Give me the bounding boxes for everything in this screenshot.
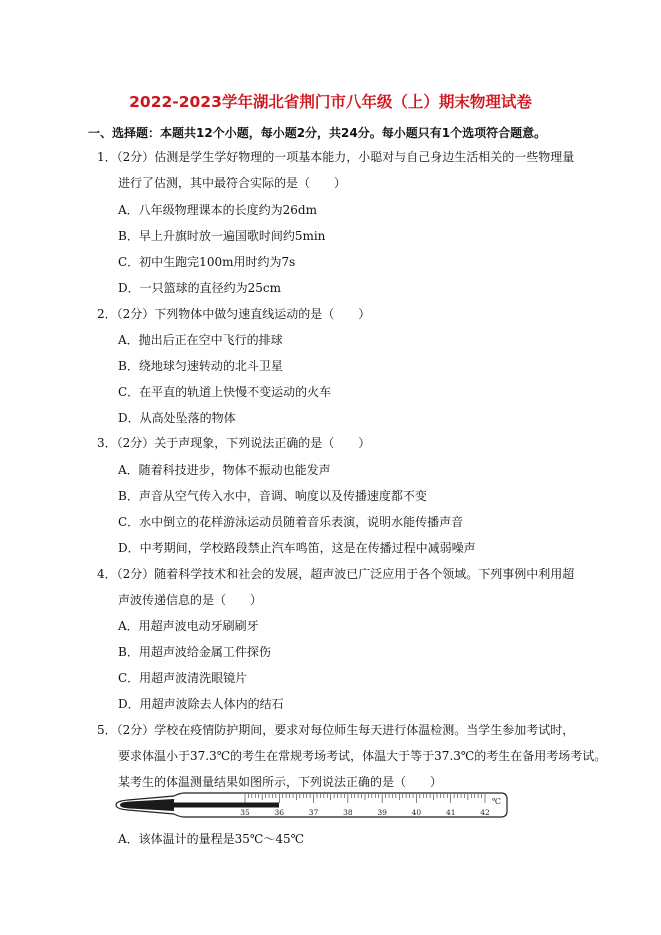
q3-option-c: C．水中倒立的花样游泳运动员随着音乐表演，说明水能传播声音 (118, 515, 464, 529)
q5-stem-line1: 5．（2分）学校在疫情防护期间，要求对每位师生每天进行体温检测。当学生参加考试时， (97, 723, 575, 737)
scale-label: 38 (343, 808, 353, 817)
q2-option-a: A．抛出后正在空中飞行的排球 (118, 333, 283, 347)
q4-option-d: D．用超声波除去人体内的结石 (118, 697, 284, 711)
q3-option-a: A．随着科技进步，物体不振动也能发声 (118, 463, 331, 477)
q1-option-b: B．早上升旗时放一遍国歌时间约5min (118, 229, 326, 243)
q1-option-c: C．初中生跑完100m用时约为7s (118, 255, 296, 269)
scale-label: 37 (308, 808, 319, 817)
q3-option-b: B．声音从空气传入水中，音调、响度以及传播速度都不变 (118, 489, 427, 503)
q3-option-d: D．中考期间，学校路段禁止汽车鸣笛，这是在传播过程中减弱噪声 (118, 541, 476, 555)
q1-stem-line1: 1．（2分）估测是学生学好物理的一项基本能力，小聪对与自己身边生活相关的一些物理量 (97, 150, 575, 164)
q4-option-a: A．用超声波电动牙刷刷牙 (118, 619, 259, 633)
q4-stem-line2: 声波传递信息的是（ ） (118, 593, 263, 607)
section-heading: 一、选择题：本题共12个小题，每小题2分，共24分。每小题只有1个选项符合题意。 (88, 126, 547, 140)
q2-option-c: C．在平直的轨道上快慢不变运动的火车 (118, 385, 332, 399)
q5-stem-line3: 某考生的体温测量结果如图所示，下列说法正确的是（ ） (118, 775, 443, 789)
thermometer-unit: ℃ (492, 797, 501, 806)
exam-title: 2022-2023学年湖北省荆门市八年级（上）期末物理试卷 (129, 93, 532, 111)
q2-option-b: B．绕地球匀速转动的北斗卫星 (118, 359, 283, 373)
q1-option-d: D．一只篮球的直径约为25cm (118, 281, 281, 295)
q5-option-a: A．该体温计的量程是35℃～45℃ (118, 832, 305, 846)
scale-label: 36 (274, 808, 285, 817)
q5-stem-line2: 要求体温小于37.3℃的考生在常规考场考试，体温大于等于37.3℃的考生在备用考场考试。 (118, 749, 607, 763)
scale-label: 41 (445, 808, 456, 817)
thermometer-figure (114, 790, 510, 820)
scale-label: 35 (240, 808, 250, 817)
q4-option-c: C．用超声波清洗眼镜片 (118, 671, 248, 685)
thermometer-liquid-column (174, 803, 279, 808)
q3-stem: 3．（2分）关于声现象，下列说法正确的是（ ） (97, 436, 371, 450)
q2-stem: 2．（2分）下列物体中做匀速直线运动的是（ ） (97, 307, 371, 321)
q4-stem-line1: 4．（2分）随着科学技术和社会的发展，超声波已广泛应用于各个领域。下列事例中利用超 (97, 567, 575, 581)
q4-option-b: B．用超声波给金属工件探伤 (118, 645, 271, 659)
scale-label: 40 (411, 808, 422, 817)
scale-label: 42 (480, 808, 490, 817)
q1-stem-line2: 进行了估测，其中最符合实际的是（ ） (118, 176, 347, 190)
q2-option-d: D．从高处坠落的物体 (118, 411, 236, 425)
q1-option-a: A．八年级物理课本的长度约为26dm (118, 203, 317, 217)
scale-label: 39 (377, 808, 387, 817)
